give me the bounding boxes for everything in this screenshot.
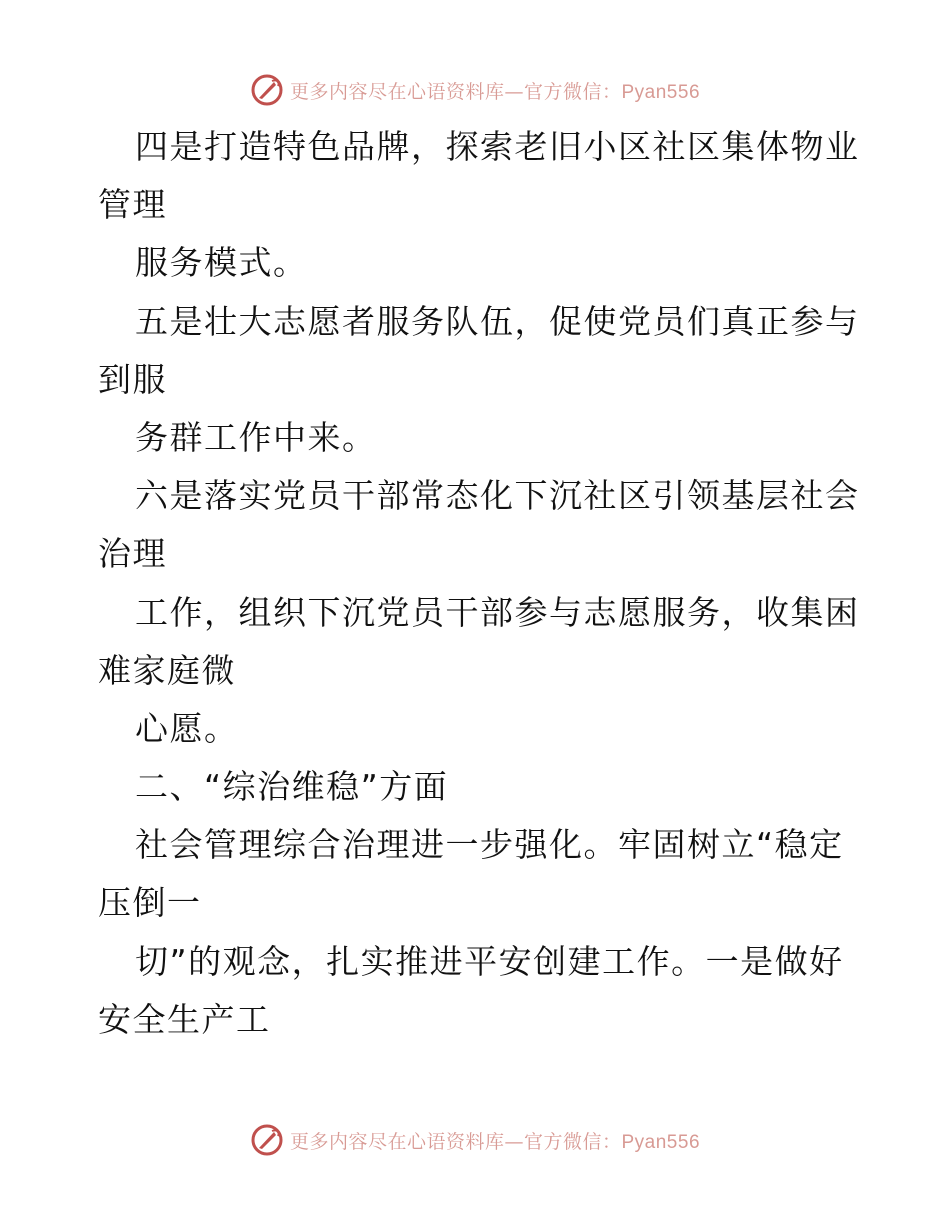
quill-logo-icon — [250, 73, 284, 107]
text-line: 四是打造特色品牌，探索老旧小区社区集体物业 — [135, 127, 860, 166]
text-line: 切”的观念，扎实推进平安创建工作。一是做好 — [135, 941, 844, 981]
text-line: 服务模式。 — [135, 243, 308, 283]
footer-banner-label: 更多内容尽在心语资料库—官方微信： — [289, 1130, 622, 1153]
text-line: 五是壮大志愿者服务队伍，促使党员们真正参与 — [135, 301, 860, 341]
header-banner-label: 更多内容尽在心语资料库—官方微信： — [289, 80, 622, 103]
footer-wechat-id: Pyan556 — [621, 1131, 701, 1153]
text-line: 压倒一 — [98, 883, 202, 923]
footer-banner — [0, 1120, 950, 1160]
text-line: 二、“综治维稳”方面 — [135, 767, 449, 807]
text-line: 治理 — [98, 534, 167, 574]
text-line: 六是落实党员干部常态化下沉社区引领基层社会 — [135, 476, 860, 516]
header-wechat-id: Pyan556 — [621, 81, 701, 103]
header-banner — [0, 70, 950, 110]
text-line: 心愿。 — [135, 708, 239, 748]
text-line: 安全生产工 — [98, 999, 271, 1039]
body-text — [98, 118, 858, 1049]
text-line: 管理 — [98, 185, 167, 225]
text-line: 难家庭微 — [98, 650, 236, 690]
text-line: 社会管理综合治理进一步强化。牢固树立“稳定 — [135, 825, 844, 865]
text-line: 到服 — [98, 359, 167, 399]
quill-logo-icon — [250, 1123, 284, 1157]
text-line: 务群工作中来。 — [135, 417, 377, 457]
header-banner-text — [290, 77, 700, 104]
footer-banner-text — [290, 1127, 700, 1154]
text-line: 工作，组织下沉党员干部参与志愿服务，收集困 — [135, 592, 860, 632]
